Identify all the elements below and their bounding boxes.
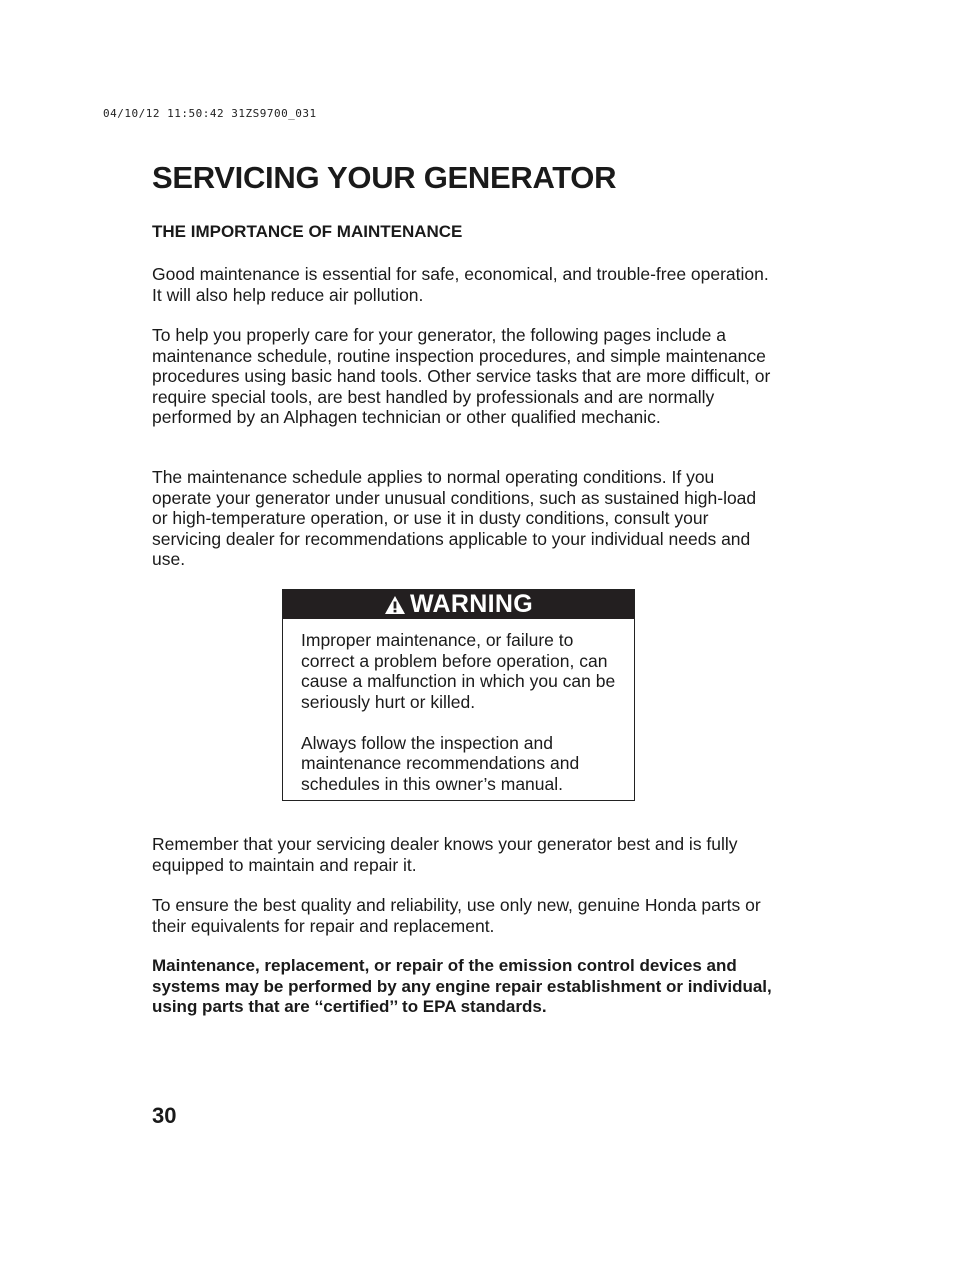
paragraph-schedule: The maintenance schedule applies to normal operating conditions. If you operate your generator under unusual conditions, such as sustained high-load or high-temperature operation, or use it in dusty conditions, consult your servicing dealer for recommendations applicable to your individual needs and use. bbox=[152, 467, 757, 569]
paragraph-dealer: Remember that your servicing dealer knows your generator best and is fully equipped to maintain and repair it. bbox=[152, 834, 738, 875]
warning-body bbox=[283, 619, 634, 794]
paragraph-parts: To ensure the best quality and reliability, use only new, genuine Honda parts or their equivalents for repair and replacement. bbox=[152, 895, 761, 936]
section-heading: THE IMPORTANCE OF MAINTENANCE bbox=[152, 222, 463, 241]
warning-header bbox=[283, 590, 634, 619]
page-number: 30 bbox=[152, 1103, 177, 1128]
page-title: SERVICING YOUR GENERATOR bbox=[152, 160, 617, 195]
paragraph-intro: Good maintenance is essential for safe, economical, and trouble-free operation. It will also help reduce air pollution. bbox=[152, 264, 769, 305]
paragraph-emission-notice: Maintenance, replacement, or repair of the emission control devices and systems may be performed by any engine repair establishment or individual, using parts that are ‘‘certified’’ to EPA standards. bbox=[152, 956, 772, 1016]
warning-box bbox=[282, 589, 635, 801]
warning-text-hazard: Improper maintenance, or failure to correct a problem before operation, can cause a malfunction in which you can be seriously hurt or killed. bbox=[301, 630, 616, 712]
paragraph-care: To help you properly care for your generator, the following pages include a maintenance schedule, routine inspection procedures, and simple maintenance procedures using basic hand tools. Other service tasks that are more difficult, or require special tools, are best handled by professionals and are normally performed by an Alphagen technician or other qualified mechanic. bbox=[152, 325, 771, 427]
warning-label: WARNING bbox=[410, 590, 533, 618]
warning-triangle-icon bbox=[384, 595, 406, 615]
print-stamp: 04/10/12 11:50:42 31ZS9700_031 bbox=[103, 107, 317, 120]
warning-text-instruction: Always follow the inspection and maintenance recommendations and schedules in this owner’s manual. bbox=[301, 732, 580, 794]
